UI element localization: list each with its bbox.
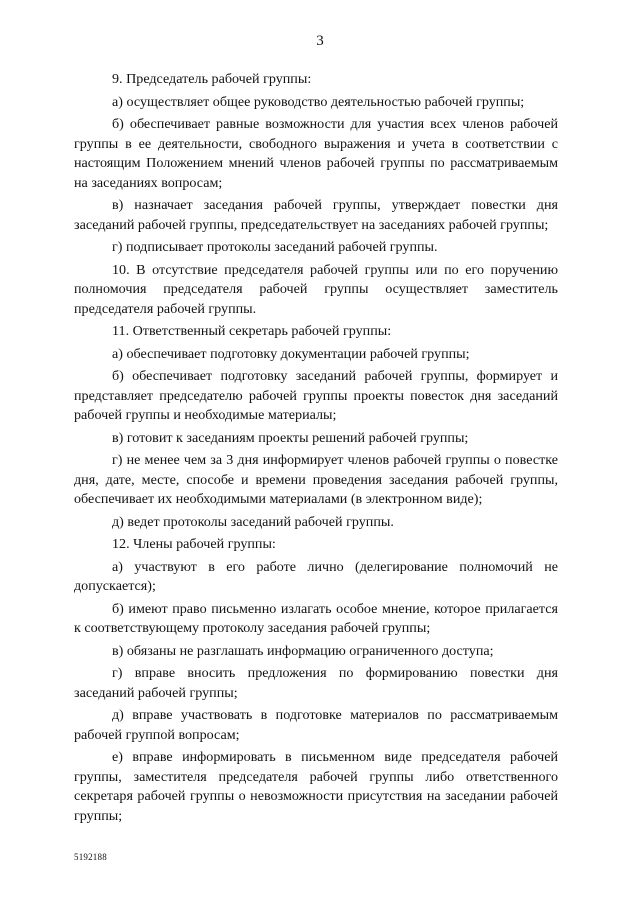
paragraph-12-d: д) вправе участвовать в подготовке материалов по рассматриваемым рабочей группой вопросам; xyxy=(74,707,558,743)
paragraph-9-g: г) подписывает протоколы заседаний рабочей группы. xyxy=(112,239,438,255)
paragraph-11-d: д) ведет протоколы заседаний рабочей группы. xyxy=(112,513,394,530)
paragraph-12-a: а) участвуют в его работе лично (делегирование полномочий не допускается); xyxy=(74,558,558,594)
paragraph-10: 10. В отсутствие председателя рабочей группы или по его поручению полномочия председателя рабочей группы осуществляет заместитель председателя рабочей группы. xyxy=(74,261,558,317)
paragraph-11-a: а) обеспечивает подготовку документации рабочей группы; xyxy=(112,345,470,362)
body-text xyxy=(74,70,558,826)
paragraph-9-b: б) обеспечивает равные возможности для участия всех членов рабочей группы в ее деятельности, свободного выражения и учета в соответствии с настоящим Положением мнений членов рабочей группы по рассматриваемым на заседаниях вопросам; xyxy=(74,116,558,191)
paragraph-12-heading: 12. Члены рабочей группы: xyxy=(112,536,276,552)
paragraph-9-heading: 9. Председатель рабочей группы: xyxy=(112,71,312,87)
paragraph-11-g: г) не менее чем за 3 дня информирует членов рабочей группы о повестке дня, дате, месте, способе и времени проведения заседания рабочей группы, обеспечивает их необходимыми материалами (в электронном виде); xyxy=(74,452,558,507)
document-code: 5192188 xyxy=(74,852,107,862)
paragraph-11-v: в) готовит к заседаниям проекты решений рабочей группы; xyxy=(112,429,469,446)
paragraph-12-g: г) вправе вносить предложения по формированию повестки дня заседаний рабочей группы; xyxy=(74,665,558,701)
paragraph-9-v: в) назначает заседания рабочей группы, утверждает повестки дня заседаний рабочей группы, председательствует на заседаниях рабочей группы; xyxy=(74,197,558,233)
paragraph-11-b: б) обеспечивает подготовку заседаний рабочей группы, формирует и представляет председателю рабочей группы проекты повесток дня заседаний рабочей группы и необходимые материалы; xyxy=(74,368,558,423)
paragraph-11-heading: 11. Ответственный секретарь рабочей группы: xyxy=(112,323,392,339)
paragraph-12-e: е) вправе информировать в письменном виде председателя рабочей группы, заместителя председателя рабочей группы либо ответственного секретаря рабочей группы о невозможности присутствия на заседании рабочей группы; xyxy=(74,749,558,824)
page-number: 3 xyxy=(316,33,324,49)
paragraph-12-v: в) обязаны не разглашать информацию ограниченного доступа; xyxy=(112,642,494,659)
paragraph-12-b: б) имеют право письменно излагать особое мнение, которое прилагается к соответствующему протоколу заседания рабочей группы; xyxy=(74,600,558,636)
paragraph-9-a: а) осуществляет общее руководство деятельностью рабочей группы; xyxy=(112,93,525,110)
